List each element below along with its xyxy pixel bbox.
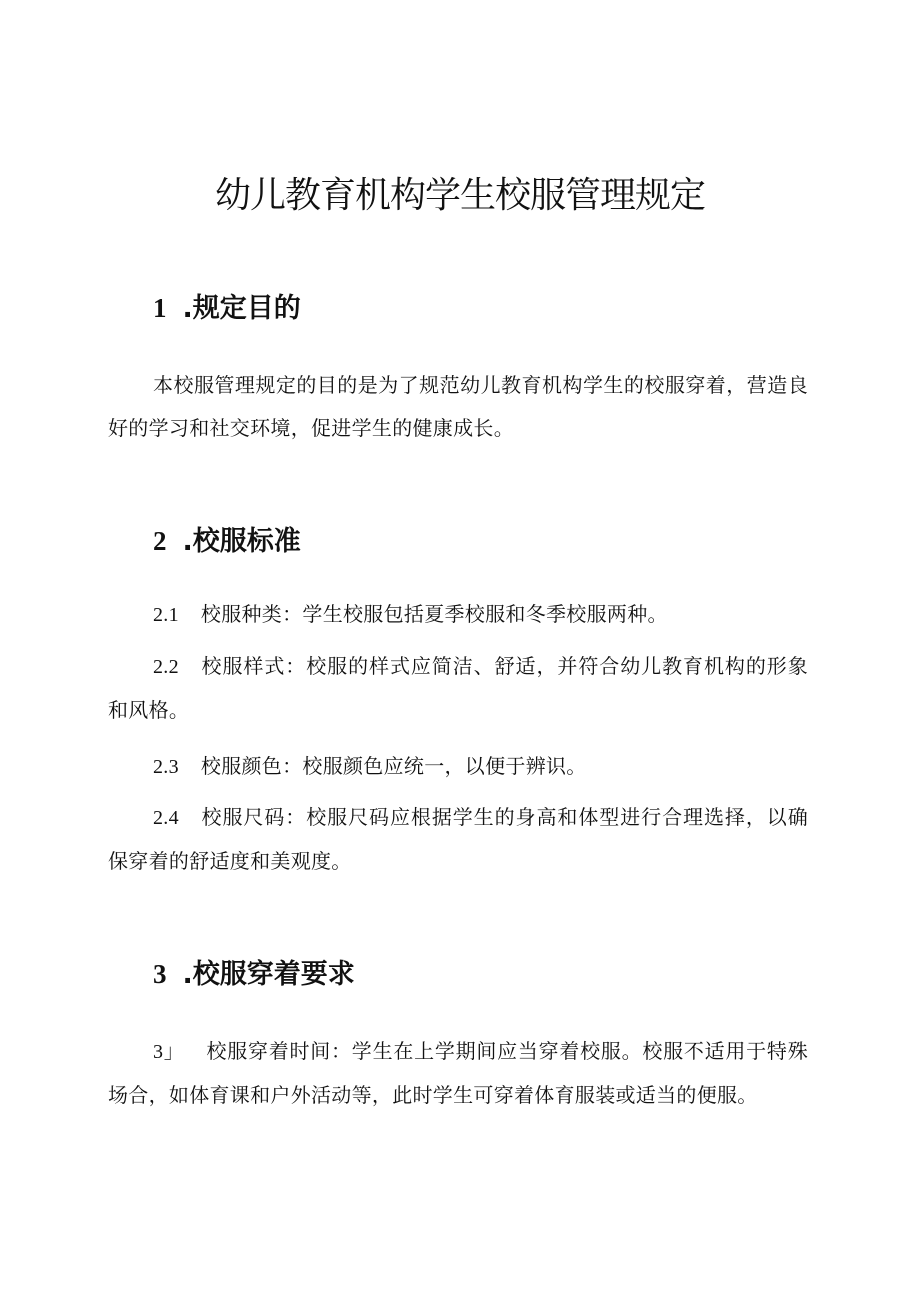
paragraph-text: 校服尺码：校服尺码应根据学生的身高和体型进行合理选择，以确保穿着的舒适度和美观度。 [108,805,808,873]
clause-number: 2.1 [153,604,179,626]
paragraph-2-1 [108,593,808,637]
section-heading-2 [153,523,301,560]
section-title: .校服标准 [182,526,301,557]
section-number: 2 [153,526,167,556]
paragraph-3-1 [108,1030,808,1117]
section-heading-1 [153,290,301,327]
paragraph-text: 校服样式：校服的样式应简洁、舒适，并符合幼儿教育机构的形象和风格。 [108,654,808,722]
clause-number: 3」 [153,1041,185,1063]
section-title: .校服穿着要求 [182,959,355,990]
paragraph-text: 校服颜色：校服颜色应统一，以便于辨识。 [200,754,587,778]
paragraph-2-4 [108,796,808,883]
paragraph-text: 校服穿着时间：学生在上学期间应当穿着校服。校服不适用于特殊场合，如体育课和户外活动等，此时学生可穿着体育服装或适当的便服。 [108,1039,808,1107]
paragraph-text: 本校服管理规定的目的是为了规范幼儿教育机构学生的校服穿着，营造良好的学习和社交环境，促进学生的健康成长。 [108,373,808,440]
section-number: 1 [153,293,167,323]
paragraph-2-3 [108,745,808,789]
clause-number: 2.2 [153,656,179,678]
section-title: .规定目的 [182,293,301,324]
clause-number: 2.3 [153,756,179,778]
document-title: 幼儿教育机构学生校服管理规定 [214,175,705,216]
section-heading-3 [153,956,355,993]
paragraph-2-2 [108,645,808,732]
section-number: 3 [153,959,167,989]
paragraph-purpose [108,364,808,450]
paragraph-text: 校服种类：学生校服包括夏季校服和冬季校服两种。 [200,602,668,626]
clause-number: 2.4 [153,807,179,829]
